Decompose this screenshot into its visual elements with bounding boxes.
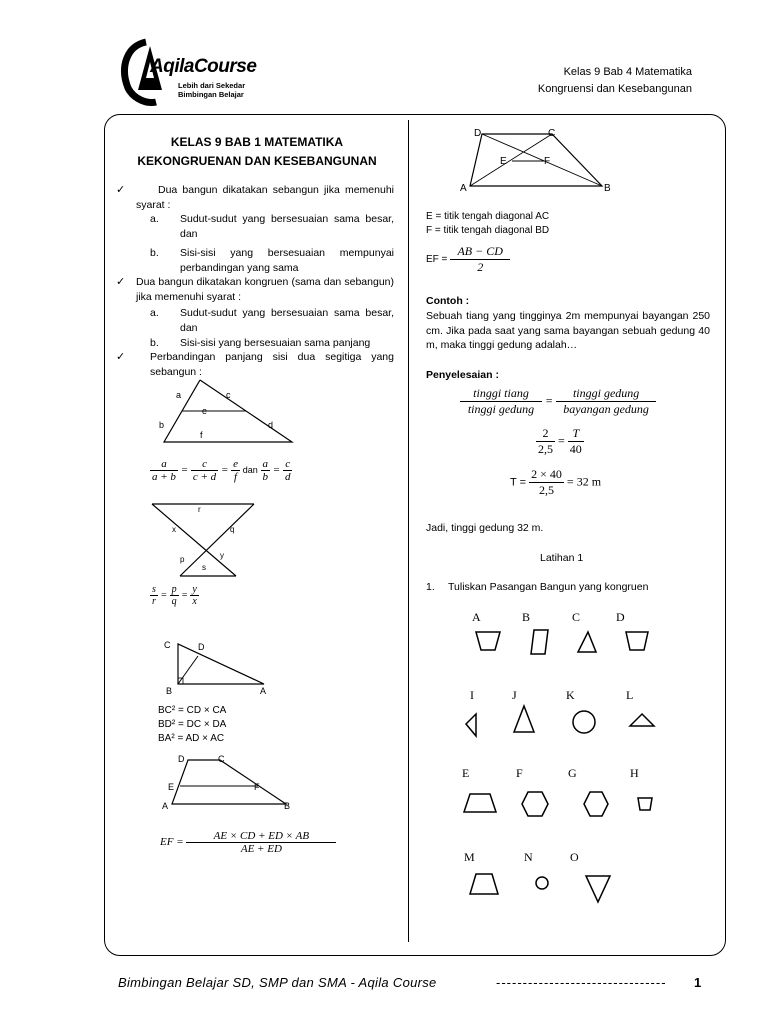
svg-text:F: F xyxy=(544,156,551,167)
shape-i-triangle xyxy=(466,714,476,736)
jadi-text: Jadi, tinggi gedung 32 m. xyxy=(426,522,544,534)
list-item: Sudut-sudut yang bersesuaian sama besar, dan xyxy=(180,307,394,334)
list-item: Sisi-sisi yang bersesuaian mempunyai perbandingan yang sama xyxy=(180,247,394,274)
svg-text:e: e xyxy=(202,406,208,416)
solution-result: T = $\frac{2 \times 40}{2,5}$ = 32 m xyxy=(510,467,602,497)
paragraph-sebangun: Dua bangun dikatakan sebangun jika memenuhi syarat : xyxy=(136,184,394,211)
solution-numeric: $\frac{2}{2,5}$ = $\frac{T}{40}$ xyxy=(538,426,582,456)
shape-row-2 xyxy=(462,700,662,742)
shape-label: O xyxy=(570,850,579,864)
ef-formula: EF = $\frac{AE \times CD + ED \times AB}{AE + ED}$ xyxy=(160,830,336,855)
svg-text:B: B xyxy=(604,183,611,194)
svg-text:B: B xyxy=(284,801,291,811)
shape-label: M xyxy=(464,850,475,864)
list-item: Sudut-sudut yang bersesuaian sama besar, dan xyxy=(180,213,394,240)
shape-n-circle xyxy=(536,877,548,889)
paragraph-kongruen: Dua bangun dikatakan kongruen (sama dan sebangun) jika memenuhi syarat : xyxy=(136,276,394,303)
shape-label: I xyxy=(470,688,474,702)
shape-label: A xyxy=(472,610,481,624)
svg-text:E: E xyxy=(168,782,175,792)
trapezoid-diagonals-diagram xyxy=(460,128,620,194)
shape-e-trapezoid xyxy=(464,794,496,812)
svg-text:A: A xyxy=(162,801,169,811)
header-line-2: Kongruensi dan Kesebangunan xyxy=(537,83,692,95)
list-item: Sisi-sisi yang bersesuaian sama panjang xyxy=(180,337,371,349)
shape-f-hexagon xyxy=(522,792,548,816)
svg-text:D: D xyxy=(178,754,185,764)
svg-text:A: A xyxy=(460,183,467,194)
ef-midpoint-formula: EF = $\frac{AB - CD}{2}$ xyxy=(426,244,510,275)
question-text: Tuliskan Pasangan Bangun yang kongruen xyxy=(448,581,649,593)
right-triangle-diagram xyxy=(160,636,280,698)
shape-label: G xyxy=(568,766,577,780)
svg-text:F: F xyxy=(254,782,260,792)
trapezoid-ef-diagram xyxy=(160,752,300,810)
shape-m-trapezoid xyxy=(470,874,498,894)
right-triangle-formulas: BC² = CD × CA BD² = DC × DA BA² = AD × AC xyxy=(158,705,227,744)
contoh-label: Contoh : xyxy=(426,295,470,307)
svg-text:p: p xyxy=(180,555,185,564)
svg-text:D: D xyxy=(474,128,482,139)
svg-text:s: s xyxy=(202,563,206,572)
shape-label: B xyxy=(522,610,531,624)
list-marker: b. xyxy=(150,247,159,259)
svg-text:b: b xyxy=(159,420,165,430)
svg-text:x: x xyxy=(172,525,176,534)
ratio-formula: $\frac{a}{a + b}$ = $\frac{c}{c + d}$ = $\frac{e}{f}$ dan $\frac{a}{b}$ = $\frac{c}{d}$ xyxy=(152,458,291,483)
hourglass-formula: $\frac{s}{r}$ = $\frac{p}{q}$ = $\frac{y}{x}$ xyxy=(152,584,197,607)
shape-row-1 xyxy=(470,626,660,660)
page-title: KELAS 9 BAB 1 MATEMATIKA KEKONGRUENAN DAN KESEBANGUNAN xyxy=(137,135,377,168)
svg-text:f: f xyxy=(200,430,203,440)
shape-k-circle xyxy=(573,711,595,733)
svg-text:B: B xyxy=(166,686,173,696)
page-number: 1 xyxy=(694,975,702,990)
footer-text: Bimbingan Belajar SD, SMP dan SMA - Aqila Course xyxy=(118,975,437,990)
shape-label: H xyxy=(630,766,639,780)
svg-text:a: a xyxy=(176,390,182,400)
svg-text:A: A xyxy=(260,686,267,696)
header-line-1: Kelas 9 Bab 4 Matematika xyxy=(563,66,692,78)
column-divider xyxy=(408,120,409,942)
shape-row-3 xyxy=(460,788,660,824)
check-icon: ✓ xyxy=(116,276,126,288)
contoh-text: Sebuah tiang yang tingginya 2m mempunyai bayangan 250 cm. Jika pada saat yang sama bayangan sebuah gedung 40 m, maka tinggi gedung adalah… xyxy=(426,310,710,351)
shape-o-triangle xyxy=(586,876,610,902)
shape-b-parallelogram xyxy=(531,630,548,654)
logo-name: AqilaCourse xyxy=(150,56,257,77)
svg-text:C: C xyxy=(164,640,171,650)
shape-label: N xyxy=(524,850,533,864)
svg-text:d: d xyxy=(268,420,274,430)
shape-label: L xyxy=(626,688,634,702)
shape-label: F xyxy=(516,766,523,780)
svg-text:C: C xyxy=(548,128,556,139)
list-marker: a. xyxy=(150,213,159,225)
shape-label: K xyxy=(566,688,575,702)
midpoint-definitions: E = titik tengah diagonal AC F = titik tengah diagonal BD xyxy=(426,211,550,236)
shape-label: C xyxy=(572,610,581,624)
check-icon: ✓ xyxy=(116,351,126,363)
hourglass-diagram xyxy=(150,500,260,582)
shape-label: D xyxy=(616,610,625,624)
penyelesaian-label: Penyelesaian : xyxy=(426,369,499,381)
logo-tagline: Lebih dari Sekedar Bimbingan Belajar xyxy=(178,81,246,99)
svg-text:c: c xyxy=(226,390,231,400)
shape-row-4 xyxy=(462,868,622,908)
svg-text:C: C xyxy=(218,754,225,764)
similar-triangle-diagram xyxy=(150,380,310,450)
svg-text:q: q xyxy=(230,525,235,534)
footer-dashes: -------------------------------- xyxy=(496,975,667,990)
shape-label: E xyxy=(462,766,470,780)
shape-g-hexagon xyxy=(584,792,608,816)
paragraph-perbandingan: Perbandingan panjang sisi dua segitiga yang sebangun : xyxy=(150,351,394,378)
latihan-heading: Latihan 1 xyxy=(540,552,584,564)
svg-text:r: r xyxy=(198,505,201,514)
svg-text:y: y xyxy=(220,551,224,560)
header-info xyxy=(538,64,692,98)
list-marker: a. xyxy=(150,307,159,319)
shape-a-trapezoid xyxy=(476,632,500,650)
shape-h-trapezoid xyxy=(638,798,652,810)
svg-text:D: D xyxy=(198,642,205,652)
shape-d-trapezoid xyxy=(626,632,648,650)
shape-l-triangle xyxy=(630,714,654,726)
shape-j-triangle xyxy=(514,706,534,732)
solution-ratio: $\frac{\text{tinggi tiang}}{\text{tinggi gedung}}$ = $\frac{\text{tinggi gedung}}{\text{bayangan gedung}}$ xyxy=(460,386,656,417)
shape-label: J xyxy=(512,688,517,702)
list-marker: b. xyxy=(150,337,159,349)
shape-c-triangle xyxy=(578,632,596,652)
svg-text:E: E xyxy=(500,156,507,167)
check-icon: ✓ xyxy=(116,184,126,196)
question-number: 1. xyxy=(426,581,435,593)
